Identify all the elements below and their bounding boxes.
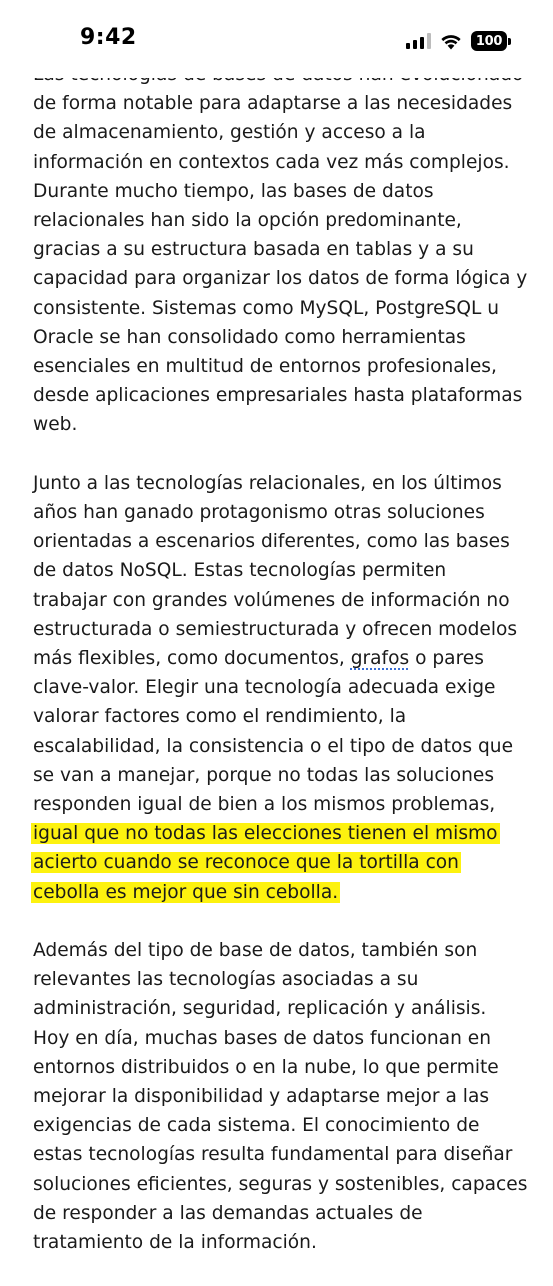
signal-icon [406, 33, 431, 49]
battery-icon [471, 31, 507, 51]
text-line: se van a manejar, porque no todas las soluciones [33, 764, 495, 786]
text-line: entornos distribuidos o en la nube, lo que permite [33, 1056, 499, 1078]
highlighted-line [33, 819, 533, 848]
text-line: relevantes las tecnologías asociadas a su [33, 969, 419, 991]
text-line: soluciones eficientes, seguras y sostenibles, capaces [33, 1173, 528, 1195]
highlighted-line [33, 878, 533, 907]
text-line: Hoy en día, muchas bases de datos funcionan en [33, 1027, 491, 1049]
text-line: Además del tipo de base de datos, también son [33, 940, 478, 962]
text-line: gracias a su estructura basada en tablas y a su [33, 239, 474, 261]
text-line: de responder a las demandas actuales de [33, 1202, 423, 1224]
text-line: Durante mucho tiempo, las bases de datos [33, 180, 434, 202]
paragraph-2 [33, 469, 533, 907]
text-line: estas tecnologías resulta fundamental para diseñar [33, 1144, 513, 1166]
text-line: administración, seguridad, replicación y análisis. [33, 998, 487, 1020]
status-bar [0, 0, 553, 78]
text-line: exigencias de cada sistema. El conocimiento de [33, 1115, 480, 1137]
text-line: web. [33, 414, 78, 436]
text-line: información en contextos cada vez más complejos. [33, 151, 510, 173]
text-line: clave-valor. Elegir una tecnología adecuada exige [33, 677, 496, 699]
text-line: años han ganado protagonismo otras soluciones [33, 502, 485, 524]
highlighted-text: igual que no todas las elecciones tienen el mismo [33, 823, 498, 845]
text-line: Junto a las tecnologías relacionales, en los últimos [33, 472, 502, 494]
status-icons [406, 28, 507, 54]
status-time: 9:42 [80, 25, 137, 50]
text-line: escalabilidad, la consistencia o el tipo de datos que [33, 735, 514, 757]
text-line: responden igual de bien a los mismos problemas, [33, 794, 496, 816]
text-line: esenciales en multitud de entornos profesionales, [33, 356, 497, 378]
text-segment: más flexibles, como documentos, [33, 648, 351, 670]
paragraph-3 [33, 936, 533, 1257]
text-line: tratamiento de la información. [33, 1232, 317, 1254]
text-line: de almacenamiento, gestión y acceso a la [33, 122, 426, 144]
text-line: estructurada o semiestructurada y ofrecen modelos [33, 618, 518, 640]
wifi-icon [439, 32, 463, 50]
text-line: consistente. Sistemas como MySQL, PostgreSQL u [33, 297, 500, 319]
text-line: de datos NoSQL. Estas tecnologías permiten [33, 560, 447, 582]
text-line: de forma notable para adaptarse a las necesidades [33, 93, 513, 115]
text-line: valorar factores como el rendimiento, la [33, 706, 407, 728]
text-line: orientadas a escenarios diferentes, como las bases [33, 531, 510, 553]
text-line: relacionales han sido la opción predominante, [33, 210, 462, 232]
highlighted-text: acierto cuando se reconoce que la tortilla con [33, 852, 459, 874]
battery-level: 100 [475, 33, 503, 49]
document-body [33, 60, 533, 1286]
highlighted-text: cebolla es mejor que sin cebolla. [33, 881, 339, 903]
spellcheck-word-grafos[interactable]: grafos [350, 648, 410, 670]
text-line: capacidad para organizar los datos de forma lógica y [33, 268, 528, 290]
text-line: trabajar con grandes volúmenes de información no [33, 589, 510, 611]
text-segment: o pares [409, 648, 484, 670]
text-line: mejorar la disponibilidad y adaptarse mejor a las [33, 1086, 490, 1108]
text-line [33, 644, 533, 673]
text-line: Oracle se han consolidado como herramientas [33, 326, 466, 348]
text-line: desde aplicaciones empresariales hasta plataformas [33, 385, 523, 407]
highlighted-line [33, 848, 533, 877]
paragraph-1 [33, 60, 533, 440]
